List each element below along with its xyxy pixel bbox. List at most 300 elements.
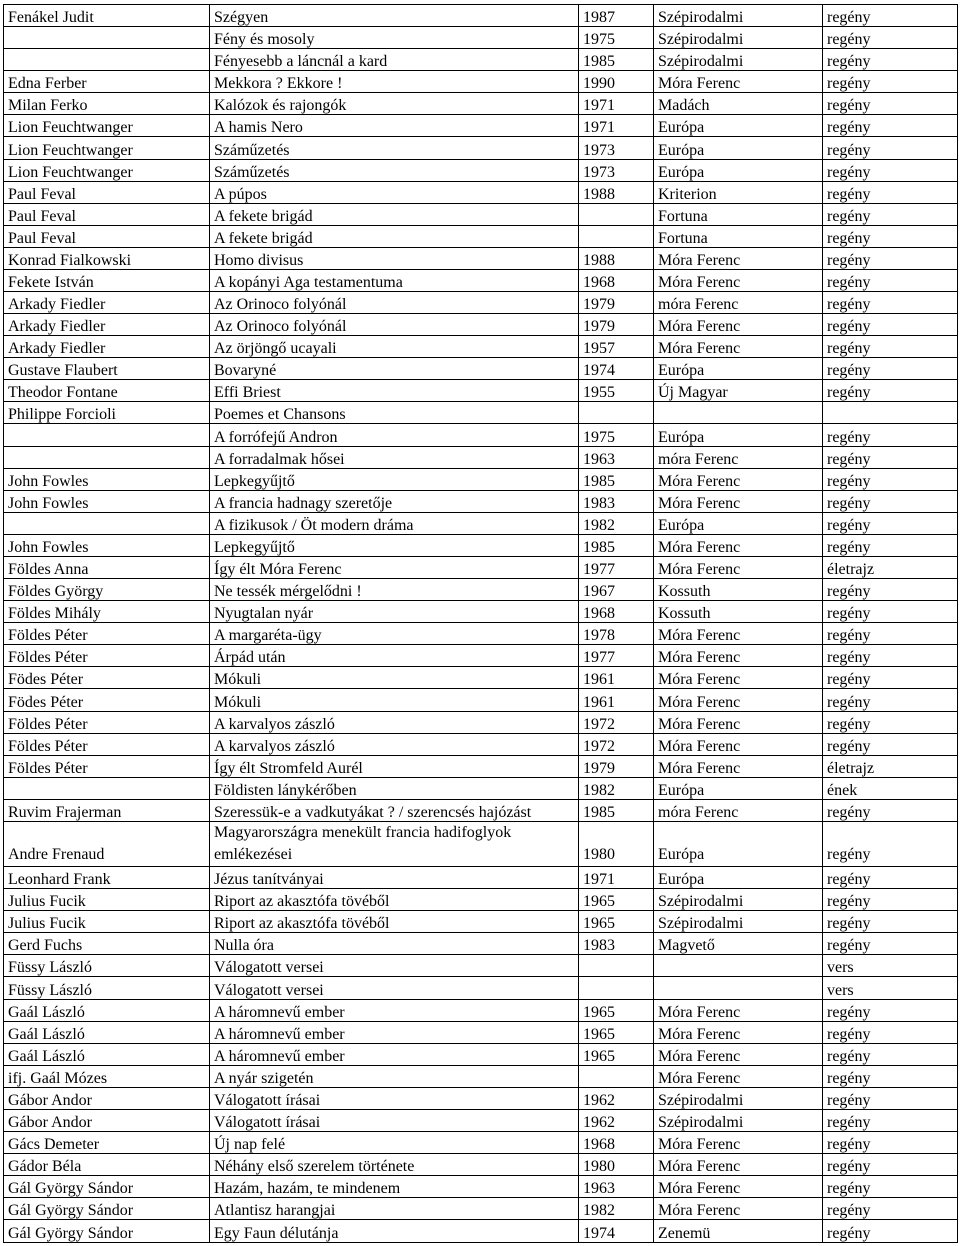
author-cell: Paul Feval — [4, 225, 210, 247]
year-cell: 1968 — [579, 269, 654, 291]
genre-cell: regény — [823, 292, 958, 314]
title-cell: Új nap felé — [210, 1132, 579, 1154]
year-cell: 1965 — [579, 911, 654, 933]
year-cell: 1974 — [579, 358, 654, 380]
title-cell: Földisten lánykérőben — [210, 777, 579, 799]
genre-cell: regény — [823, 711, 958, 733]
author-cell: Philippe Forcioli — [4, 402, 210, 424]
author-cell — [4, 27, 210, 49]
publisher-cell: Szépirodalmi — [654, 1087, 823, 1109]
table-row — [4, 5, 958, 27]
publisher-cell — [654, 402, 823, 424]
table-row — [4, 579, 958, 601]
author-cell: Födes Péter — [4, 667, 210, 689]
title-cell: A forradalmak hősei — [210, 446, 579, 468]
publisher-cell: Kossuth — [654, 579, 823, 601]
book-list-body — [4, 5, 958, 1243]
author-cell: Julius Fucik — [4, 889, 210, 911]
year-cell: 1971 — [579, 867, 654, 889]
title-cell: Válogatott versei — [210, 977, 579, 999]
publisher-cell: Európa — [654, 137, 823, 159]
author-cell: Ruvim Frajerman — [4, 799, 210, 821]
year-cell — [579, 225, 654, 247]
year-cell: 1980 — [579, 821, 654, 866]
genre-cell: regény — [823, 27, 958, 49]
title-cell: Nulla óra — [210, 933, 579, 955]
author-cell: Földes György — [4, 579, 210, 601]
title-cell: A margaréta-ügy — [210, 623, 579, 645]
year-cell: 1985 — [579, 534, 654, 556]
year-cell: 1975 — [579, 27, 654, 49]
genre-cell: regény — [823, 468, 958, 490]
title-cell: A karvalyos zászló — [210, 711, 579, 733]
title-cell: Jézus tanítványai — [210, 867, 579, 889]
author-cell: Arkady Fiedler — [4, 292, 210, 314]
title-cell: Az Orinoco folyónál — [210, 292, 579, 314]
genre-cell — [823, 402, 958, 424]
publisher-cell: Móra Ferenc — [654, 711, 823, 733]
table-row — [4, 755, 958, 777]
year-cell: 1965 — [579, 999, 654, 1021]
genre-cell: regény — [823, 247, 958, 269]
table-row — [4, 667, 958, 689]
publisher-cell: Móra Ferenc — [654, 623, 823, 645]
genre-cell: regény — [823, 314, 958, 336]
genre-cell: regény — [823, 579, 958, 601]
genre-cell: vers — [823, 977, 958, 999]
table-row — [4, 1021, 958, 1043]
table-row — [4, 777, 958, 799]
title-cell: Lepkegyűjtő — [210, 468, 579, 490]
author-cell: John Fowles — [4, 468, 210, 490]
genre-cell: regény — [823, 490, 958, 512]
publisher-cell: móra Ferenc — [654, 292, 823, 314]
genre-cell: regény — [823, 689, 958, 711]
year-cell: 1977 — [579, 645, 654, 667]
genre-cell: regény — [823, 181, 958, 203]
author-cell: Gádor Béla — [4, 1154, 210, 1176]
year-cell: 1973 — [579, 159, 654, 181]
genre-cell: vers — [823, 955, 958, 977]
title-cell: A hamis Nero — [210, 115, 579, 137]
table-row — [4, 424, 958, 446]
genre-cell: regény — [823, 1021, 958, 1043]
author-cell: Füssy László — [4, 955, 210, 977]
publisher-cell: Móra Ferenc — [654, 1021, 823, 1043]
genre-cell: regény — [823, 999, 958, 1021]
genre-cell: regény — [823, 512, 958, 534]
title-cell: A háromnevű ember — [210, 999, 579, 1021]
title-cell: A háromnevű ember — [210, 1043, 579, 1065]
year-cell: 1973 — [579, 137, 654, 159]
author-cell: Földes Péter — [4, 711, 210, 733]
table-row — [4, 71, 958, 93]
genre-cell: regény — [823, 203, 958, 225]
genre-cell: regény — [823, 799, 958, 821]
table-row — [4, 977, 958, 999]
year-cell: 1985 — [579, 799, 654, 821]
author-cell: Lion Feuchtwanger — [4, 115, 210, 137]
table-row — [4, 1109, 958, 1131]
year-cell: 1982 — [579, 512, 654, 534]
publisher-cell: móra Ferenc — [654, 446, 823, 468]
title-cell: Poemes et Chansons — [210, 402, 579, 424]
title-cell: A fizikusok / Öt modern dráma — [210, 512, 579, 534]
genre-cell: regény — [823, 623, 958, 645]
publisher-cell: móra Ferenc — [654, 799, 823, 821]
author-cell: Gál György Sándor — [4, 1176, 210, 1198]
publisher-cell: Fortuna — [654, 225, 823, 247]
table-row — [4, 645, 958, 667]
year-cell: 1965 — [579, 1043, 654, 1065]
title-cell: Mókuli — [210, 667, 579, 689]
publisher-cell — [654, 977, 823, 999]
table-row — [4, 1065, 958, 1087]
author-cell: ifj. Gaál Mózes — [4, 1065, 210, 1087]
table-row — [4, 292, 958, 314]
publisher-cell: Móra Ferenc — [654, 1198, 823, 1220]
genre-cell: regény — [823, 1109, 958, 1131]
year-cell: 1979 — [579, 755, 654, 777]
genre-cell: regény — [823, 933, 958, 955]
publisher-cell: Zenemü — [654, 1220, 823, 1243]
table-row — [4, 999, 958, 1021]
year-cell: 1974 — [579, 1220, 654, 1243]
title-cell: Szégyen — [210, 5, 579, 27]
year-cell: 1962 — [579, 1087, 654, 1109]
year-cell — [579, 1065, 654, 1087]
publisher-cell: Európa — [654, 777, 823, 799]
table-row — [4, 911, 958, 933]
publisher-cell: Móra Ferenc — [654, 1065, 823, 1087]
genre-cell: regény — [823, 911, 958, 933]
publisher-cell: Móra Ferenc — [654, 1154, 823, 1176]
genre-cell: regény — [823, 1043, 958, 1065]
title-cell: Néhány első szerelem története — [210, 1154, 579, 1176]
table-row — [4, 446, 958, 468]
author-cell: Arkady Fiedler — [4, 314, 210, 336]
author-cell: Gál György Sándor — [4, 1198, 210, 1220]
year-cell: 1955 — [579, 380, 654, 402]
table-row — [4, 933, 958, 955]
table-row — [4, 821, 958, 866]
author-cell: Gábor Andor — [4, 1109, 210, 1131]
publisher-cell: Európa — [654, 512, 823, 534]
author-cell: Arkady Fiedler — [4, 336, 210, 358]
year-cell: 1972 — [579, 711, 654, 733]
publisher-cell: Európa — [654, 358, 823, 380]
title-cell: Riport az akasztófa tövéből — [210, 911, 579, 933]
author-cell: Fekete István — [4, 269, 210, 291]
year-cell: 1975 — [579, 424, 654, 446]
table-row — [4, 889, 958, 911]
year-cell: 1967 — [579, 579, 654, 601]
author-cell: Füssy László — [4, 977, 210, 999]
table-row — [4, 93, 958, 115]
genre-cell: regény — [823, 889, 958, 911]
author-cell: Fenákel Judit — [4, 5, 210, 27]
genre-cell: ének — [823, 777, 958, 799]
title-cell: Mekkora ? Ekkore ! — [210, 71, 579, 93]
author-cell: Földes Péter — [4, 733, 210, 755]
author-cell: Földes Péter — [4, 755, 210, 777]
title-cell: Száműzetés — [210, 137, 579, 159]
author-cell: Földes Mihály — [4, 601, 210, 623]
table-row — [4, 1154, 958, 1176]
year-cell: 1990 — [579, 71, 654, 93]
year-cell: 1971 — [579, 93, 654, 115]
genre-cell: regény — [823, 534, 958, 556]
title-cell: A fekete brigád — [210, 225, 579, 247]
genre-cell: regény — [823, 71, 958, 93]
genre-cell: regény — [823, 115, 958, 137]
table-row — [4, 689, 958, 711]
author-cell: Gábor Andor — [4, 1087, 210, 1109]
genre-cell: regény — [823, 1198, 958, 1220]
publisher-cell: Kriterion — [654, 181, 823, 203]
publisher-cell: Móra Ferenc — [654, 556, 823, 578]
year-cell: 1972 — [579, 733, 654, 755]
table-row — [4, 955, 958, 977]
author-cell: Milan Ferko — [4, 93, 210, 115]
publisher-cell: Móra Ferenc — [654, 645, 823, 667]
year-cell — [579, 402, 654, 424]
table-row — [4, 203, 958, 225]
publisher-cell: Móra Ferenc — [654, 1176, 823, 1198]
year-cell: 1982 — [579, 1198, 654, 1220]
publisher-cell: Móra Ferenc — [654, 689, 823, 711]
year-cell: 1962 — [579, 1109, 654, 1131]
title-cell: Az Orinoco folyónál — [210, 314, 579, 336]
year-cell — [579, 977, 654, 999]
genre-cell: regény — [823, 1087, 958, 1109]
genre-cell: regény — [823, 667, 958, 689]
table-row — [4, 159, 958, 181]
year-cell: 1983 — [579, 490, 654, 512]
table-row — [4, 601, 958, 623]
title-cell: Válogatott versei — [210, 955, 579, 977]
table-row — [4, 1176, 958, 1198]
publisher-cell: Szépirodalmi — [654, 49, 823, 71]
publisher-cell: Móra Ferenc — [654, 71, 823, 93]
author-cell: Theodor Fontane — [4, 380, 210, 402]
table-row — [4, 733, 958, 755]
table-row — [4, 867, 958, 889]
year-cell — [579, 203, 654, 225]
title-cell: A háromnevű ember — [210, 1021, 579, 1043]
title-cell: Mókuli — [210, 689, 579, 711]
year-cell: 1983 — [579, 933, 654, 955]
table-row — [4, 137, 958, 159]
title-cell: Egy Faun délutánja — [210, 1220, 579, 1243]
table-row — [4, 1132, 958, 1154]
author-cell: John Fowles — [4, 490, 210, 512]
year-cell: 1971 — [579, 115, 654, 137]
title-cell: A púpos — [210, 181, 579, 203]
table-row — [4, 314, 958, 336]
title-cell: Szeressük-e a vadkutyákat ? / szerencsés hajózást — [210, 799, 579, 821]
title-cell: Válogatott írásai — [210, 1087, 579, 1109]
publisher-cell: Kossuth — [654, 601, 823, 623]
title-cell: Magyarországra menekült francia hadifoglyok emlékezései — [210, 821, 579, 866]
genre-cell: regény — [823, 336, 958, 358]
genre-cell: életrajz — [823, 755, 958, 777]
title-cell: Árpád után — [210, 645, 579, 667]
table-row — [4, 225, 958, 247]
year-cell: 1985 — [579, 468, 654, 490]
year-cell: 1980 — [579, 1154, 654, 1176]
publisher-cell: Móra Ferenc — [654, 1132, 823, 1154]
table-row — [4, 1043, 958, 1065]
year-cell: 1957 — [579, 336, 654, 358]
table-row — [4, 358, 958, 380]
genre-cell: életrajz — [823, 556, 958, 578]
author-cell: John Fowles — [4, 534, 210, 556]
table-row — [4, 269, 958, 291]
author-cell — [4, 777, 210, 799]
title-cell: A francia hadnagy szeretője — [210, 490, 579, 512]
publisher-cell: Móra Ferenc — [654, 667, 823, 689]
table-row — [4, 49, 958, 71]
title-cell: Fény és mosoly — [210, 27, 579, 49]
year-cell: 1961 — [579, 689, 654, 711]
publisher-cell: Európa — [654, 115, 823, 137]
publisher-cell: Móra Ferenc — [654, 999, 823, 1021]
genre-cell: regény — [823, 867, 958, 889]
author-cell: Földes Anna — [4, 556, 210, 578]
publisher-cell: Móra Ferenc — [654, 314, 823, 336]
table-row — [4, 1198, 958, 1220]
publisher-cell: Móra Ferenc — [654, 755, 823, 777]
table-row — [4, 402, 958, 424]
genre-cell: regény — [823, 1132, 958, 1154]
publisher-cell: Szépirodalmi — [654, 911, 823, 933]
table-row — [4, 556, 958, 578]
title-cell: Riport az akasztófa tövéből — [210, 889, 579, 911]
author-cell: Leonhard Frank — [4, 867, 210, 889]
publisher-cell: Európa — [654, 424, 823, 446]
title-cell: Száműzetés — [210, 159, 579, 181]
author-cell: Edna Ferber — [4, 71, 210, 93]
publisher-cell: Szépirodalmi — [654, 5, 823, 27]
publisher-cell: Európa — [654, 159, 823, 181]
title-cell: Atlantisz harangjai — [210, 1198, 579, 1220]
author-cell: Gustave Flaubert — [4, 358, 210, 380]
genre-cell: regény — [823, 380, 958, 402]
publisher-cell — [654, 955, 823, 977]
publisher-cell: Móra Ferenc — [654, 733, 823, 755]
table-row — [4, 1087, 958, 1109]
publisher-cell: Európa — [654, 867, 823, 889]
year-cell: 1965 — [579, 1021, 654, 1043]
genre-cell: regény — [823, 601, 958, 623]
title-cell: Ne tessék mérgelődni ! — [210, 579, 579, 601]
genre-cell: regény — [823, 645, 958, 667]
title-cell: A fekete brigád — [210, 203, 579, 225]
genre-cell: regény — [823, 49, 958, 71]
publisher-cell: Móra Ferenc — [654, 269, 823, 291]
author-cell — [4, 512, 210, 534]
year-cell: 1987 — [579, 5, 654, 27]
author-cell: Gács Demeter — [4, 1132, 210, 1154]
year-cell: 1968 — [579, 1132, 654, 1154]
title-cell: Lepkegyűjtő — [210, 534, 579, 556]
genre-cell: regény — [823, 1220, 958, 1243]
table-row — [4, 336, 958, 358]
publisher-cell: Móra Ferenc — [654, 534, 823, 556]
table-row — [4, 711, 958, 733]
author-cell: Földes Péter — [4, 645, 210, 667]
title-cell: Az örjöngő ucayali — [210, 336, 579, 358]
title-cell: A nyár szigetén — [210, 1065, 579, 1087]
year-cell: 1963 — [579, 446, 654, 468]
table-row — [4, 534, 958, 556]
publisher-cell: Új Magyar — [654, 380, 823, 402]
year-cell: 1963 — [579, 1176, 654, 1198]
table-row — [4, 380, 958, 402]
title-cell: Fényesebb a láncnál a kard — [210, 49, 579, 71]
genre-cell: regény — [823, 446, 958, 468]
genre-cell: regény — [823, 1154, 958, 1176]
table-row — [4, 1220, 958, 1243]
year-cell: 1977 — [579, 556, 654, 578]
publisher-cell: Móra Ferenc — [654, 247, 823, 269]
year-cell: 1965 — [579, 889, 654, 911]
table-row — [4, 247, 958, 269]
author-cell: Gaál László — [4, 999, 210, 1021]
title-cell: Homo divisus — [210, 247, 579, 269]
author-cell — [4, 424, 210, 446]
author-cell: Gerd Fuchs — [4, 933, 210, 955]
title-cell: Így élt Móra Ferenc — [210, 556, 579, 578]
table-row — [4, 468, 958, 490]
title-cell: A karvalyos zászló — [210, 733, 579, 755]
author-cell: Paul Feval — [4, 181, 210, 203]
year-cell: 1961 — [579, 667, 654, 689]
author-cell: Konrad Fialkowski — [4, 247, 210, 269]
title-cell: Nyugtalan nyár — [210, 601, 579, 623]
publisher-cell: Madách — [654, 93, 823, 115]
publisher-cell: Móra Ferenc — [654, 336, 823, 358]
year-cell — [579, 955, 654, 977]
table-row — [4, 512, 958, 534]
year-cell: 1979 — [579, 314, 654, 336]
publisher-cell: Szépirodalmi — [654, 27, 823, 49]
year-cell: 1978 — [579, 623, 654, 645]
author-cell: Gál György Sándor — [4, 1220, 210, 1243]
publisher-cell: Magvető — [654, 933, 823, 955]
author-cell: Földes Péter — [4, 623, 210, 645]
author-cell: Lion Feuchtwanger — [4, 159, 210, 181]
genre-cell: regény — [823, 1065, 958, 1087]
genre-cell: regény — [823, 93, 958, 115]
title-cell: A forrófejű Andron — [210, 424, 579, 446]
genre-cell: regény — [823, 358, 958, 380]
genre-cell: regény — [823, 5, 958, 27]
genre-cell: regény — [823, 733, 958, 755]
year-cell: 1968 — [579, 601, 654, 623]
title-cell: Hazám, hazám, te mindenem — [210, 1176, 579, 1198]
author-cell: Julius Fucik — [4, 911, 210, 933]
year-cell: 1979 — [579, 292, 654, 314]
genre-cell: regény — [823, 137, 958, 159]
publisher-cell: Szépirodalmi — [654, 1109, 823, 1131]
table-row — [4, 799, 958, 821]
author-cell — [4, 446, 210, 468]
genre-cell: regény — [823, 225, 958, 247]
title-cell: Bovaryné — [210, 358, 579, 380]
table-row — [4, 181, 958, 203]
